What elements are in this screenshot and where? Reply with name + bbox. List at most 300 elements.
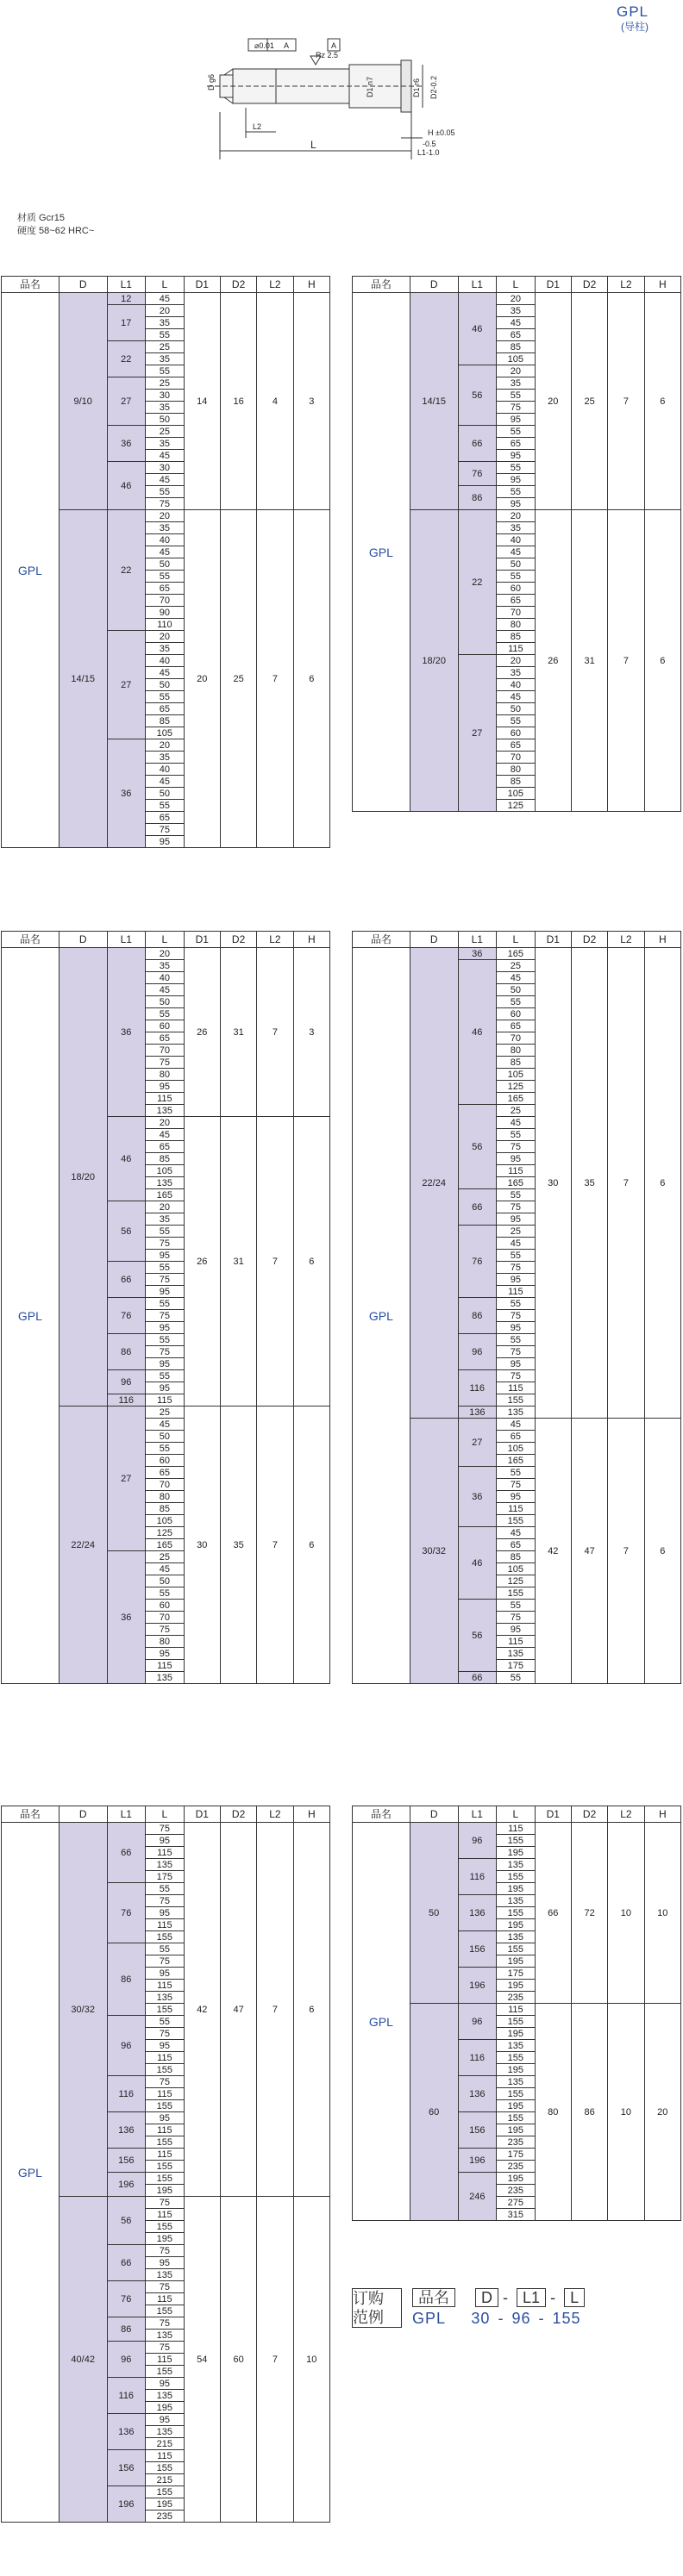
column-header: L2 [257,1806,293,1823]
table-row [353,1823,681,1835]
column-header: L1 [107,1806,146,1823]
l-value: 155 [497,1835,536,1847]
l1-value: 27 [107,377,146,426]
l1-value: 66 [107,2245,146,2281]
l-value: 50 [497,558,536,571]
order-field-part: 品名 [412,2288,455,2307]
column-header: L2 [608,1806,644,1823]
l2-value: 4 [257,293,293,510]
l1-value: 96 [107,2342,146,2378]
d2-value: 60 [220,2197,256,2523]
l-value: 55 [497,1467,536,1479]
l-value: 125 [497,1081,536,1093]
d2-value: 31 [220,948,256,1117]
l-value: 215 [146,2474,185,2486]
l-value: 115 [146,1093,185,1105]
l-value: 195 [497,2064,536,2076]
l-value: 155 [146,1931,185,1943]
l1-value: 156 [458,2112,497,2149]
l2-value: 7 [608,293,644,510]
l-value: 135 [146,1672,185,1684]
h-value: 3 [293,293,329,510]
l-value: 55 [146,1443,185,1455]
l-value: 135 [497,1859,536,1871]
l-value: 95 [497,1153,536,1165]
l-value: 55 [146,365,185,377]
l-value: 155 [146,2136,185,2149]
l2-value: 10 [608,2004,644,2221]
l-value: 20 [497,365,536,377]
d1-value: 14 [184,293,220,510]
l-value: 155 [146,2366,185,2378]
l-value: 65 [497,739,536,752]
l-value: 165 [497,1093,536,1105]
l-value: 155 [146,2305,185,2317]
l-value: 195 [497,2173,536,2185]
table-row [2,948,330,960]
l-value: 65 [146,1141,185,1153]
l1-value: 56 [458,365,497,426]
l-value: 115 [146,1394,185,1407]
l-value: 35 [146,522,185,534]
product-code: GPL [616,3,649,20]
product-subtitle: (导柱) [621,21,649,33]
l-value: 155 [497,2112,536,2124]
column-header: L1 [458,932,497,948]
l-value: 20 [146,948,185,960]
l2-value: 7 [257,948,293,1117]
l-value: 50 [146,788,185,800]
l-value: 55 [146,1587,185,1600]
l-value: 55 [146,1226,185,1238]
column-header: D1 [535,277,571,293]
l-value: 55 [497,1334,536,1346]
l-value: 35 [146,402,185,414]
l-value: 55 [497,486,536,498]
l-value: 95 [497,450,536,462]
l-value: 40 [146,764,185,776]
l-value: 235 [497,2136,536,2149]
table-header-row [353,932,681,948]
column-header: L1 [107,932,146,948]
l-value: 155 [146,2221,185,2233]
column-header: L2 [608,277,644,293]
l-value: 25 [146,1407,185,1419]
l-value: 55 [497,1189,536,1201]
l-value: 155 [497,2016,536,2028]
column-header: D [410,932,458,948]
l1-value: 136 [107,2414,146,2450]
l-value: 35 [497,305,536,317]
d-value: 14/15 [410,293,458,510]
l-value: 35 [497,377,536,390]
l-value: 55 [146,1334,185,1346]
column-header: 品名 [2,1806,60,1823]
l-value: 50 [146,1575,185,1587]
table-row [353,293,681,305]
l-value: 110 [146,619,185,631]
l2-value: 7 [257,510,293,848]
l1-value: 46 [107,1117,146,1201]
l-value: 80 [146,1491,185,1503]
l1-value: 96 [458,1334,497,1370]
l-value: 115 [146,1847,185,1859]
l1-value: 12 [107,293,146,305]
l-value: 60 [146,1020,185,1032]
l-value: 125 [497,1575,536,1587]
l-value: 115 [146,2293,185,2305]
column-header: H [644,1806,680,1823]
l-value: 60 [497,583,536,595]
l-value: 50 [146,1431,185,1443]
l-value: 95 [146,1286,185,1298]
l-value: 80 [497,1045,536,1057]
l-value: 80 [146,1636,185,1648]
l-value: 55 [146,1298,185,1310]
l-value: 155 [497,1871,536,1883]
l-value: 155 [146,2161,185,2173]
order-value-d: 30 [471,2310,491,2327]
l-value: 45 [146,450,185,462]
tolerance-ref: A [284,41,290,50]
l-value: 75 [146,1274,185,1286]
l-value: 65 [497,595,536,607]
order-value-part: GPL [412,2310,446,2327]
spec-table-4 [352,931,681,1684]
l-value: 60 [497,1008,536,1020]
l1-value: 66 [107,1262,146,1298]
column-header: H [293,277,329,293]
l-value: 195 [146,2498,185,2511]
l-value: 75 [497,1201,536,1213]
l1-value: 96 [107,2016,146,2076]
l1-value: 36 [107,1551,146,1684]
l1-value: 196 [107,2173,146,2197]
l-value: 165 [497,1177,536,1189]
l-value: 45 [497,1419,536,1431]
l1-value: 96 [458,1823,497,1859]
l-value: 75 [146,2028,185,2040]
l-value: 105 [497,353,536,365]
l-value: 235 [497,2161,536,2173]
l-value: 55 [146,800,185,812]
l-value: 95 [146,2378,185,2390]
l-value: 25 [497,1226,536,1238]
l-value: 55 [146,1262,185,1274]
l-value: 115 [497,1823,536,1835]
l2-value: 7 [257,1823,293,2197]
column-header: H [293,1806,329,1823]
l-value: 85 [497,1057,536,1069]
l2-value: 7 [257,1407,293,1684]
l1-value: 17 [107,305,146,341]
l-value: 75 [497,1370,536,1382]
column-header: L2 [608,932,644,948]
l-value: 60 [497,727,536,739]
l1-value: 156 [107,2149,146,2173]
l-value: 95 [146,1358,185,1370]
l-value: 65 [497,1431,536,1443]
d2-value: 35 [571,948,607,1419]
order-field-l1: L1 [517,2288,546,2307]
column-header: D2 [571,932,607,948]
l-value: 20 [146,510,185,522]
l-value: 85 [497,1551,536,1563]
l-value: 135 [497,1407,536,1419]
l-value: 95 [497,474,536,486]
d-value: 30/32 [410,1419,458,1684]
l-value: 95 [146,1250,185,1262]
l-value: 95 [146,1907,185,1919]
l1-value: 86 [458,1298,497,1334]
l-value: 50 [146,679,185,691]
l-value: 105 [146,727,185,739]
d1-value: 54 [184,2197,220,2523]
l-label: L [310,139,316,151]
l-value: 20 [497,655,536,667]
l-value: 25 [146,377,185,390]
l-value: 55 [497,571,536,583]
l1-value: 136 [458,1895,497,1931]
l-value: 165 [497,1455,536,1467]
column-header: 品名 [353,932,410,948]
d1-value: 30 [184,1407,220,1684]
l-value: 165 [146,1189,185,1201]
l-value: 20 [146,1117,185,1129]
l-value: 195 [497,1919,536,1931]
l-value: 135 [146,2390,185,2402]
d1-value: 20 [184,510,220,848]
l-value: 135 [497,1931,536,1943]
d1-value: 26 [184,948,220,1117]
l-value: 85 [497,341,536,353]
l-value: 95 [497,1491,536,1503]
l1-value: 156 [107,2450,146,2486]
l-value: 115 [497,1286,536,1298]
l1-value: 246 [458,2173,497,2221]
l1-value: 36 [458,948,497,960]
l-value: 80 [146,1069,185,1081]
l1-value: 96 [458,2004,497,2040]
l1-value: 66 [458,426,497,462]
l-value: 35 [146,1213,185,1226]
l-value: 75 [146,1310,185,1322]
part-name: GPL [2,948,60,1684]
l-value: 155 [497,2088,536,2100]
l1-value: 196 [458,2149,497,2173]
l-value: 95 [146,1968,185,1980]
l1-value: 76 [458,462,497,486]
l-value: 25 [146,426,185,438]
l-value: 25 [146,341,185,353]
l-value: 65 [497,329,536,341]
l1-value: 27 [458,1419,497,1467]
l-value: 55 [146,486,185,498]
l-value: 55 [497,1250,536,1262]
column-header: D1 [535,932,571,948]
l1-label: L1-1.0 [417,148,440,157]
l-value: 45 [497,1238,536,1250]
l-value: 55 [497,1298,536,1310]
d-label: D g6 [207,73,216,90]
column-header: 品名 [353,1806,410,1823]
l-value: 20 [146,1201,185,1213]
d-value: 40/42 [59,2197,107,2523]
d-value: 30/32 [59,1823,107,2197]
l-value: 45 [146,1563,185,1575]
d1-value: 30 [535,948,571,1419]
part-name: GPL [2,1823,60,2523]
l-value: 95 [497,1358,536,1370]
spec-table-6 [352,1806,681,2221]
d1-value: 42 [535,1419,571,1684]
l2-value: 7 [608,510,644,812]
l-value: 50 [146,996,185,1008]
table-header-row [2,277,330,293]
l-value: 155 [146,2004,185,2016]
l-value: 105 [497,1563,536,1575]
l-value: 235 [497,1992,536,2004]
column-header: H [293,932,329,948]
h-value: 6 [644,948,680,1419]
l-value: 55 [146,329,185,341]
l-value: 155 [146,2462,185,2474]
d1-value: 20 [535,293,571,510]
l-value: 50 [497,984,536,996]
l-value: 155 [146,2064,185,2076]
l-value: 95 [146,1382,185,1394]
l-value: 45 [146,776,185,788]
l-value: 35 [146,643,185,655]
l-value: 75 [146,824,185,836]
column-header: D [59,1806,107,1823]
l-value: 45 [146,1129,185,1141]
l-value: 135 [146,1105,185,1117]
l-value: 75 [146,1346,185,1358]
l-value: 175 [497,2149,536,2161]
l-value: 20 [497,510,536,522]
l1-value: 196 [458,1968,497,2004]
l-value: 195 [146,2233,185,2245]
l-value: 115 [146,2088,185,2100]
column-header: L [497,932,536,948]
column-header: L [497,1806,536,1823]
l1-value: 66 [458,1189,497,1226]
l-value: 165 [146,1539,185,1551]
l-value: 45 [146,293,185,305]
l-value: 115 [497,1165,536,1177]
part-name: GPL [353,948,410,1684]
order-example-label-text: 订购 范例 [353,2290,384,2326]
l-value: 70 [146,1479,185,1491]
order-example-label [352,2288,402,2328]
l-value: 70 [146,1045,185,1057]
l-value: 105 [497,1069,536,1081]
l-value: 65 [497,438,536,450]
l-value: 165 [497,948,536,960]
l-value: 95 [497,414,536,426]
l-value: 35 [146,438,185,450]
l-value: 70 [146,1612,185,1624]
l-value: 95 [146,2414,185,2426]
l-value: 125 [497,800,536,812]
l1-value: 27 [107,1407,146,1551]
l-value: 105 [497,788,536,800]
l-value: 45 [497,972,536,984]
l-value: 195 [146,2402,185,2414]
l-value: 65 [146,583,185,595]
l-value: 85 [497,776,536,788]
l-value: 70 [497,1032,536,1045]
l-value: 75 [146,2197,185,2209]
column-header: D1 [184,932,220,948]
d1-value: 26 [535,510,571,812]
d1b-label: D1 r6 [412,78,421,97]
l1-value: 96 [107,1370,146,1394]
l1-value: 156 [458,1931,497,1968]
l1-value: 86 [458,486,497,510]
l1-value: 86 [107,2317,146,2342]
l-value: 85 [146,1503,185,1515]
l-value: 155 [497,1943,536,1955]
l-value: 45 [497,546,536,558]
column-header: L1 [458,277,497,293]
l-value: 75 [146,2317,185,2330]
l-value: 55 [146,2016,185,2028]
l-value: 105 [146,1515,185,1527]
l1-value: 36 [458,1467,497,1527]
l-value: 40 [146,534,185,546]
l-value: 45 [146,546,185,558]
l-value: 25 [497,960,536,972]
l-value: 55 [497,1600,536,1612]
l-value: 55 [497,426,536,438]
d-value: 22/24 [59,1407,107,1684]
d2-value: 72 [571,1823,607,2004]
l-value: 60 [146,1455,185,1467]
column-header: D2 [220,277,256,293]
l-value: 35 [497,667,536,679]
d2-value: 47 [571,1419,607,1684]
column-header: D1 [535,1806,571,1823]
l-value: 135 [497,2076,536,2088]
tolerance-label: ⌀0.01 [254,41,274,50]
l-value: 105 [146,1165,185,1177]
l-value: 45 [146,667,185,679]
l-value: 135 [146,2426,185,2438]
l-value: 75 [497,402,536,414]
l-value: 55 [146,1943,185,1955]
l-value: 75 [146,1624,185,1636]
l-value: 75 [146,1955,185,1968]
column-header: 品名 [2,932,60,948]
hardness-line: 硬度 58~62 HRC~ [17,226,95,236]
l1-value: 36 [107,948,146,1117]
l1-value: 46 [458,293,497,365]
spec-table-2 [352,276,681,812]
order-field-l: L [564,2288,585,2307]
l1-value: 136 [458,2076,497,2112]
l-value: 155 [146,2486,185,2498]
h-value: 3 [293,948,329,1117]
l-value: 95 [146,836,185,848]
column-header: D [59,932,107,948]
h-value: 6 [293,510,329,848]
d1-value: 80 [535,2004,571,2221]
h-value: 10 [644,1823,680,2004]
l-value: 105 [497,1443,536,1455]
l-value: 40 [146,655,185,667]
